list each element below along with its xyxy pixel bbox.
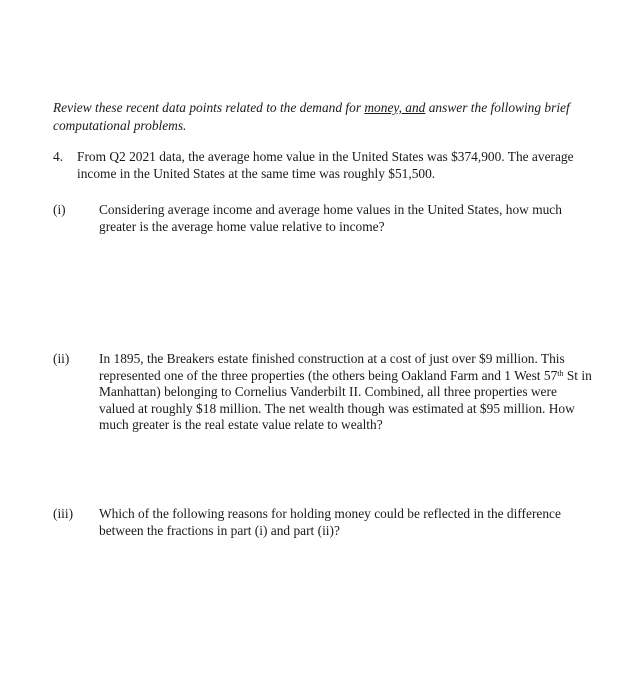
subquestion-iii xyxy=(53,506,593,539)
superscript-th: th xyxy=(557,368,564,378)
question-number: 4. xyxy=(53,149,64,164)
instructions-paragraph xyxy=(53,99,573,135)
subquestion-text-part-a: In 1895, the Breakers estate finished construction at a cost of just over $9 million. This represented one of the three properties (the others being Oakland Farm and 1 West 57 xyxy=(99,351,565,383)
instructions-text-start: Review these recent data points related to the demand for xyxy=(53,100,365,115)
question-4 xyxy=(53,148,593,182)
instructions-underlined-text: money, and xyxy=(364,100,426,115)
subquestion-label: (iii) xyxy=(53,506,74,521)
question-4-text: From Q2 2021 data, the average home value in the United States was $374,900. The average income in the United States at the same time was roughly $51,500. xyxy=(77,149,574,181)
subquestion-label: (i) xyxy=(53,202,66,217)
subquestion-ii xyxy=(53,351,593,434)
instructions-text-end: answer the following brief computational problems. xyxy=(53,100,570,133)
subquestion-text: Considering average income and average home values in the United States, how much greater is the average home value relative to income? xyxy=(99,202,562,234)
subquestion-text: Which of the following reasons for holding money could be reflected in the difference between the fractions in part (i) and part (ii)? xyxy=(99,506,561,538)
subquestion-text-part-b: St in Manhattan) belonging to Cornelius Vanderbilt II. Combined, all three properties were valued at roughly $18 million. The net wealth though was estimated at $95 million. How much greater is the real estate value relate to wealth? xyxy=(99,367,592,432)
subquestion-label: (ii) xyxy=(53,351,70,366)
subquestion-text xyxy=(99,351,593,434)
subquestion-i xyxy=(53,202,593,235)
